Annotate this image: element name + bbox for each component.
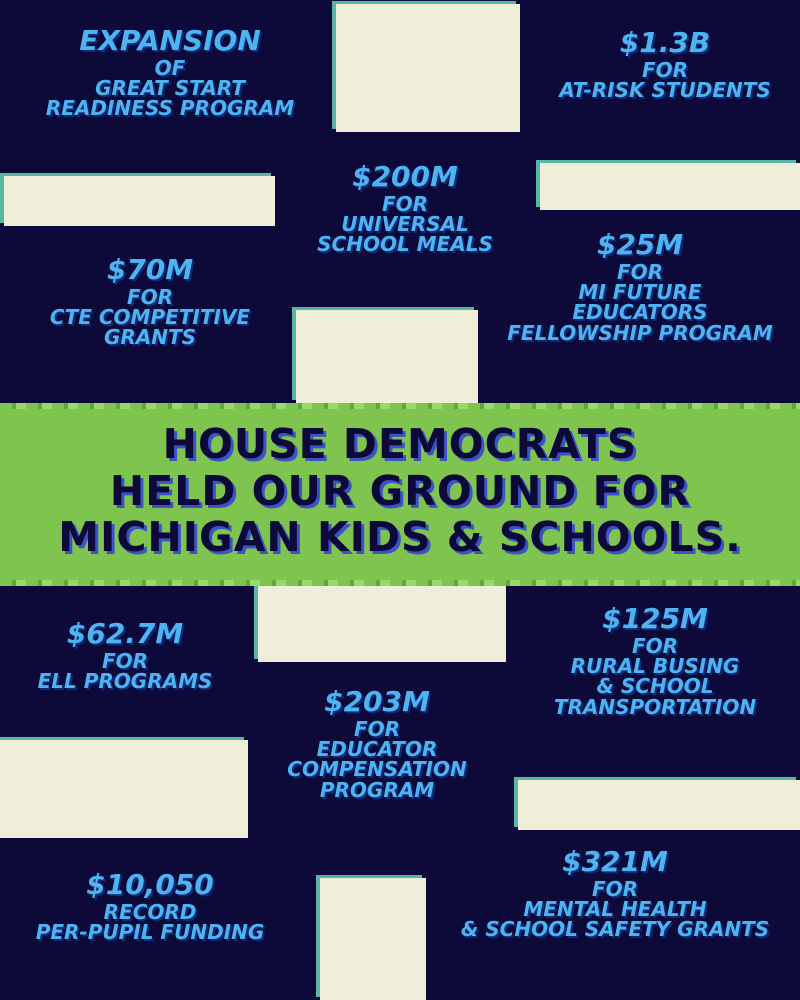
great-start-block: [20, 24, 320, 119]
headline: [0, 421, 800, 561]
educator-comp-line: FOR: [353, 716, 401, 741]
decorative-rectangle: [518, 780, 800, 830]
school-meals-block: [290, 160, 520, 255]
great-start-line: READINESS PROGRAM: [45, 96, 295, 121]
school-meals-line: UNIVERSAL: [341, 211, 469, 236]
per-pupil-amount: $10,050: [86, 868, 214, 901]
educator-comp-amount: $203M: [324, 685, 430, 718]
mental-health-line: FOR: [591, 876, 639, 901]
decorative-rectangle: [258, 586, 506, 662]
per-pupil-line: PER-PUPIL FUNDING: [35, 919, 265, 944]
ell-block: [10, 617, 240, 691]
future-educators-amount: $25M: [596, 228, 684, 261]
headline-line: HOUSE DEMOCRATS: [162, 420, 638, 468]
mental-health-amount: $321M: [562, 845, 668, 878]
decorative-rectangle: [0, 740, 248, 838]
headline-line: HELD OUR GROUND FOR: [109, 466, 691, 515]
headline-line: MICHIGAN KIDS & SCHOOLS.: [58, 513, 742, 562]
rural-busing-block: [530, 602, 780, 717]
school-meals-line: SCHOOL MEALS: [317, 232, 493, 257]
ell-line: ELL PROGRAMS: [37, 668, 213, 693]
great-start-line: GREAT START: [95, 75, 245, 100]
cte-block: [30, 253, 270, 348]
mental-health-line: & SCHOOL SAFETY GRANTS: [460, 917, 770, 942]
school-meals-line: FOR: [381, 191, 429, 216]
great-start-line: OF: [154, 55, 186, 80]
educator-comp-line: PROGRAM: [319, 777, 435, 802]
mental-health-block: [440, 845, 790, 940]
banner-brush-edge: [0, 403, 800, 409]
decorative-rectangle: [336, 4, 520, 132]
rural-busing-line: FOR: [631, 633, 679, 658]
school-meals-amount: $200M: [352, 160, 458, 193]
future-educators-line: EDUCATORS: [572, 300, 708, 325]
per-pupil-line: RECORD: [103, 899, 197, 924]
future-educators-block: [490, 228, 790, 343]
headline-banner: [0, 403, 800, 586]
educator-comp-block: [262, 685, 492, 800]
rural-busing-line: & SCHOOL: [596, 674, 714, 699]
ell-amount: $62.7M: [66, 617, 184, 650]
future-educators-line: MI FUTURE: [578, 279, 702, 304]
at-risk-line: FOR: [641, 57, 689, 82]
ell-line: FOR: [101, 648, 149, 673]
educator-comp-line: EDUCATOR: [316, 736, 438, 761]
per-pupil-block: [15, 868, 285, 942]
cte-line: CTE COMPETITIVE: [49, 304, 251, 329]
great-start-amount: EXPANSION: [79, 24, 261, 57]
rural-busing-line: RURAL BUSING: [570, 653, 740, 678]
decorative-rectangle: [4, 176, 275, 226]
at-risk-block: [540, 26, 790, 100]
cte-line: GRANTS: [103, 325, 197, 350]
at-risk-line: AT-RISK STUDENTS: [559, 77, 771, 102]
cte-amount: $70M: [106, 253, 194, 286]
future-educators-line: FOR: [616, 259, 664, 284]
rural-busing-line: TRANSPORTATION: [553, 694, 757, 719]
mental-health-line: MENTAL HEALTH: [523, 896, 707, 921]
decorative-rectangle: [540, 163, 800, 210]
educator-comp-line: COMPENSATION: [287, 757, 467, 782]
decorative-rectangle: [320, 878, 426, 1000]
banner-brush-edge: [0, 580, 800, 586]
at-risk-amount: $1.3B: [619, 26, 711, 59]
future-educators-line: FELLOWSHIP PROGRAM: [507, 320, 773, 345]
rural-busing-amount: $125M: [602, 602, 708, 635]
decorative-rectangle: [296, 310, 478, 403]
cte-line: FOR: [126, 284, 174, 309]
